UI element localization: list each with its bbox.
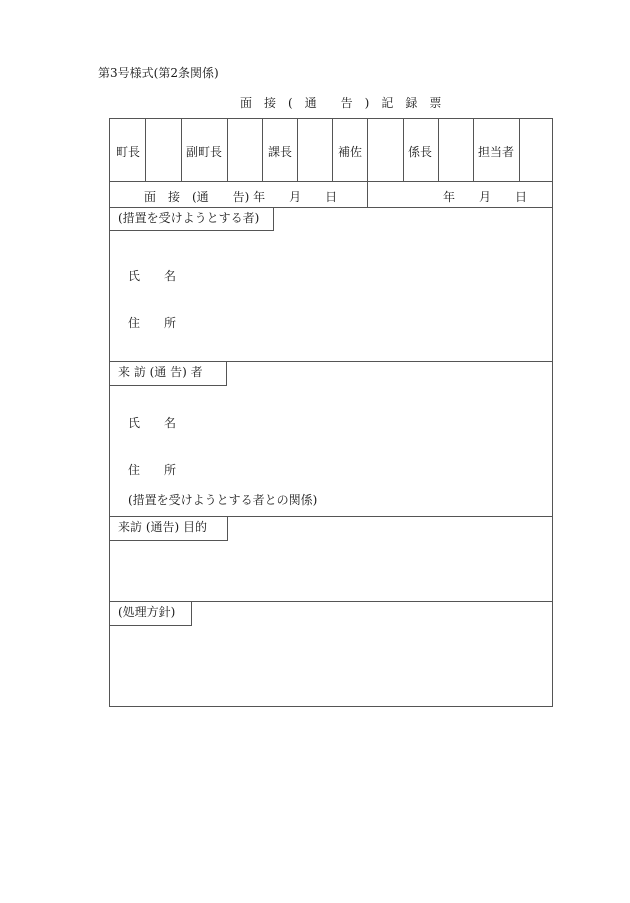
section-label-policy: (処理方針) bbox=[110, 601, 192, 626]
date-right-label: 年 月 日 bbox=[443, 190, 528, 204]
divider bbox=[403, 119, 404, 181]
page-title: 面 接 ( 通 告 ) 記 録 票 bbox=[240, 96, 442, 110]
approval-label-staff: 担当者 bbox=[478, 145, 515, 159]
approval-seal-section-chief[interactable] bbox=[298, 120, 331, 180]
approval-seal-mayor[interactable] bbox=[146, 120, 180, 180]
form-number: 第3号様式(第2条関係) bbox=[98, 66, 219, 80]
approval-label-mayor: 町長 bbox=[116, 145, 141, 159]
visitor-relation-label: (措置を受けようとする者との関係) bbox=[128, 493, 318, 507]
divider bbox=[473, 119, 474, 181]
visitor-address-label: 住 所 bbox=[128, 463, 177, 477]
divider bbox=[262, 119, 263, 181]
record-form bbox=[109, 118, 553, 707]
approval-seal-staff[interactable] bbox=[520, 120, 552, 180]
divider bbox=[110, 181, 552, 182]
approval-seal-subsection-chief[interactable] bbox=[439, 120, 472, 180]
approval-label-section-chief: 課長 bbox=[268, 145, 293, 159]
section-label-visitor: 来 訪 (通 告) 者 bbox=[110, 361, 227, 386]
section-label-purpose: 来訪 (通告) 目的 bbox=[110, 516, 228, 541]
section-label-subject: (措置を受けようとする者) bbox=[110, 207, 274, 231]
approval-seal-deputy-mayor[interactable] bbox=[228, 120, 261, 180]
interview-date-label: 面 接 (通 告) 年 月 日 bbox=[144, 190, 338, 204]
divider bbox=[332, 119, 333, 181]
approval-label-deputy-mayor: 副町長 bbox=[186, 145, 223, 159]
approval-label-subsection-chief: 係長 bbox=[408, 145, 433, 159]
divider bbox=[181, 119, 182, 181]
subject-address-label: 住 所 bbox=[128, 316, 177, 330]
visitor-name-label: 氏 名 bbox=[128, 416, 177, 430]
approval-label-assistant: 補佐 bbox=[338, 145, 363, 159]
subject-name-label: 氏 名 bbox=[128, 269, 177, 283]
approval-seal-assistant[interactable] bbox=[368, 120, 402, 180]
